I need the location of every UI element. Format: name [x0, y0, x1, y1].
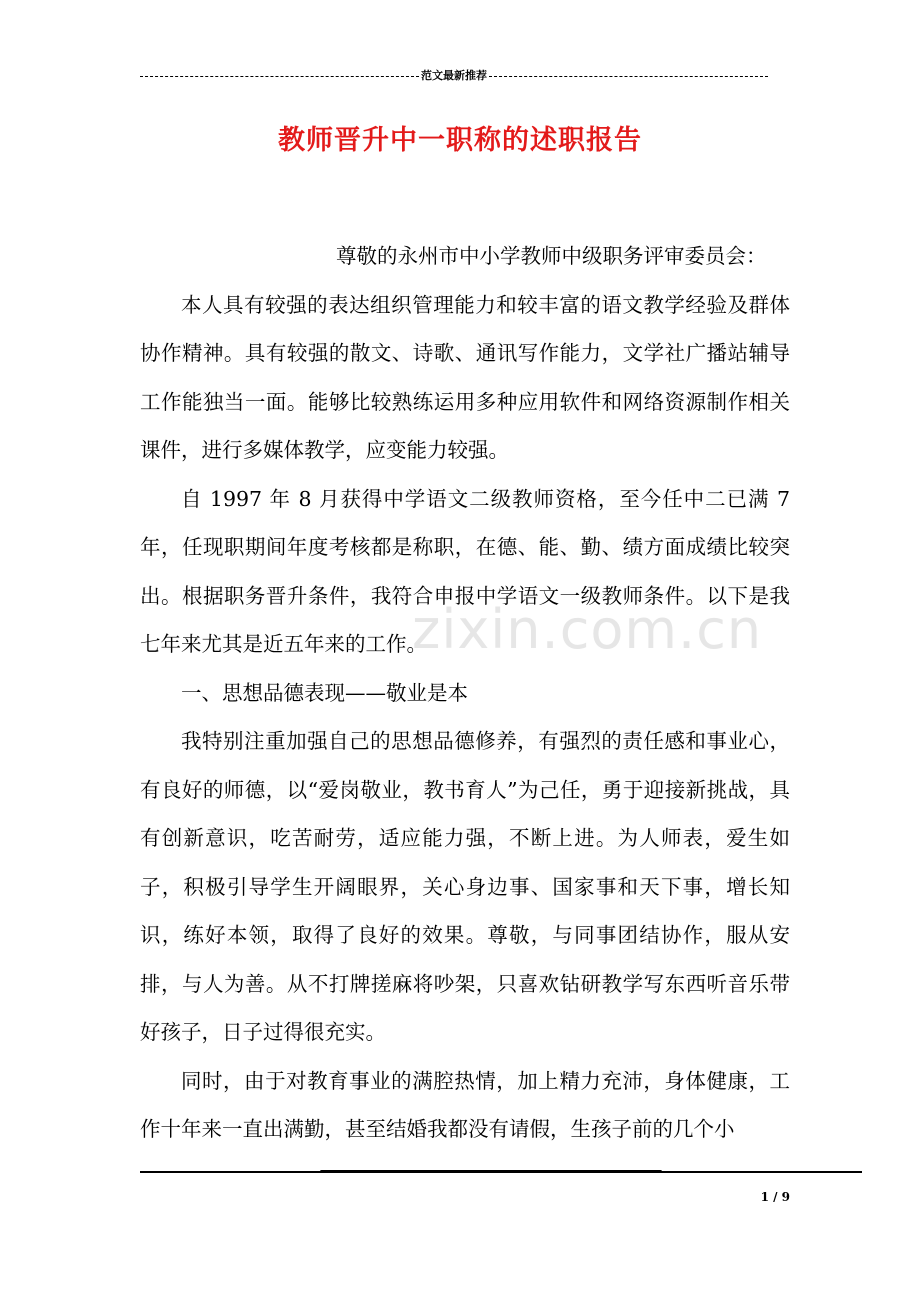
header-dash-left	[140, 76, 419, 77]
header-dash-right	[489, 76, 768, 77]
paragraph: 同时，由于对教育事业的满腔热情，加上精力充沛，身体健康，工作十年来一直出满勤，甚至结婚我都没有请假，生孩子前的几个小	[140, 1068, 790, 1141]
page-header	[140, 66, 768, 86]
paragraph: 本人具有较强的表达组织管理能力和较丰富的语文教学经验及群体协作精神。具有较强的散文、诗歌、通讯写作能力，文学社广播站辅导工作能独当一面。能够比较熟练运用多种应用软件和网络资源制作相关课件，进行多媒体教学，应变能力较强。	[140, 292, 790, 462]
page-number: 1 / 9	[760, 1190, 790, 1204]
footer-divider	[140, 1171, 862, 1173]
section-heading: 一、思想品德表现——敬业是本	[181, 680, 468, 705]
paragraph: 我特别注重加强自己的思想品德修养，有强烈的责任感和事业心，有良好的师德，以“爱岗敬业，教书育人”为己任，勇于迎接新挑战，具有创新意识，吃苦耐劳，适应能力强，不断上进。为人师表，爱生如子，积极引导学生开阔眼界，关心身边事、国家事和天下事，增长知识，练好本领，取得了良好的效果。尊敬，与同事团结协作，服从安排，与人为善。从不打牌搓麻将吵架，只喜欢钻研教学写东西听音乐带好孩子，日子过得很充实。	[140, 729, 790, 1044]
document-title: 教师晋升中一职称的述职报告	[278, 125, 642, 156]
watermark: zixin.com.cn	[412, 598, 763, 661]
document-body	[140, 232, 790, 1154]
header-label: 范文最新推荐	[421, 69, 487, 82]
paragraph: 自 1997 年 8 月获得中学语文二级教师资格，至今任中二已满 7 年，任现职期间年度考核都是称职，在德、能、勤、绩方面成绩比较突出。根据职务晋升条件，我符合申报中学语文一级教师条件。以下是我七年来尤其是近五年来的工作。	[140, 486, 790, 656]
salutation: 尊敬的永州市中小学教师中级职务评审委员会：	[336, 244, 767, 268]
